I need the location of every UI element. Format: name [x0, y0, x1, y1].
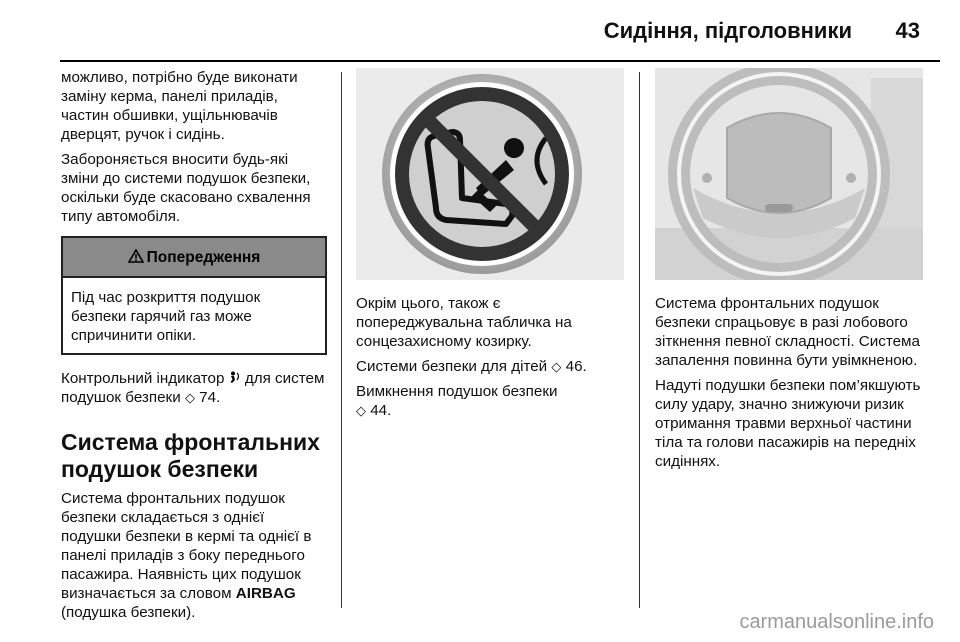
page-ref-arrow-icon: ◇	[356, 403, 366, 418]
paragraph: можливо, потрібно буде виконати заміну керма, панелі приладів, частин обшивки, ущільнювачів дверцят, ручок і сидінь.	[61, 69, 298, 143]
paragraph: Надуті подушки безпеки пом’якшують силу удару, значно знижуючи ризик отримання травми верхньої частини тіла та голови пасажирів на передніх сидіннях.	[655, 377, 921, 470]
warning-body: Під час розкриття подушок безпеки гарячий газ може спричинити опіки.	[71, 289, 261, 344]
figure-steering-wheel	[655, 68, 923, 280]
airbag-word: AIRBAG	[235, 585, 296, 602]
warning-triangle-icon	[128, 249, 144, 263]
watermark: carmanualsonline.info	[739, 611, 934, 633]
paragraph: Системи безпеки для дітей ◇ 46.	[356, 358, 587, 375]
column-left	[61, 68, 327, 628]
page-ref[interactable]: 46.	[565, 358, 587, 375]
column-divider	[341, 72, 342, 608]
column-divider	[639, 72, 640, 608]
section-paragraph: Система фронтальних подушок безпеки складається з однієї подушки безпеки в кермі та однієї в панелі приладів з боку переднього пасажира. Наявність цих подушок визначається за словом AIRBAG (подушка безпеки).	[61, 490, 312, 621]
page-ref-arrow-icon: ◇	[551, 359, 562, 374]
page-ref-arrow-icon: ◇	[184, 390, 195, 405]
page-header	[0, 0, 960, 60]
paragraph: Система фронтальних подушок безпеки спрацьовує в разі лобового зіткнення певної складності. Система запалення повинна бути увімкненою.	[655, 295, 920, 369]
figure-no-child-seat	[356, 68, 624, 280]
airbag-indicator-icon	[229, 371, 241, 384]
page-number: 43	[895, 18, 920, 43]
indicator-paragraph: Контрольний індикатор для систем подушок безпеки ◇ 74.	[61, 370, 325, 406]
page-title: Сидіння, підголовники	[603, 18, 852, 43]
warning-header	[63, 238, 325, 278]
page-ref[interactable]: 74.	[199, 389, 221, 406]
paragraph: Вимкнення подушок безпеки ◇ 44.	[356, 383, 558, 419]
column-right	[655, 68, 925, 477]
prohibition-sign-icon	[356, 68, 624, 280]
section-heading: Система фронтальних подушок безпеки	[61, 429, 320, 482]
paragraph: Окрім цього, також є попереджувальна табличка на сонцезахисному козирку.	[356, 295, 572, 350]
page-ref[interactable]: 44.	[370, 402, 392, 419]
steering-wheel-icon	[655, 68, 923, 280]
warning-title: Попередження	[146, 249, 261, 266]
header-rule	[60, 60, 940, 62]
warning-box	[61, 236, 327, 355]
column-middle	[356, 68, 624, 426]
paragraph: Забороняється вносити будь-які зміни до системи подушок безпеки, оскільки буде скасовано схвалення типу автомобіля.	[61, 151, 311, 225]
